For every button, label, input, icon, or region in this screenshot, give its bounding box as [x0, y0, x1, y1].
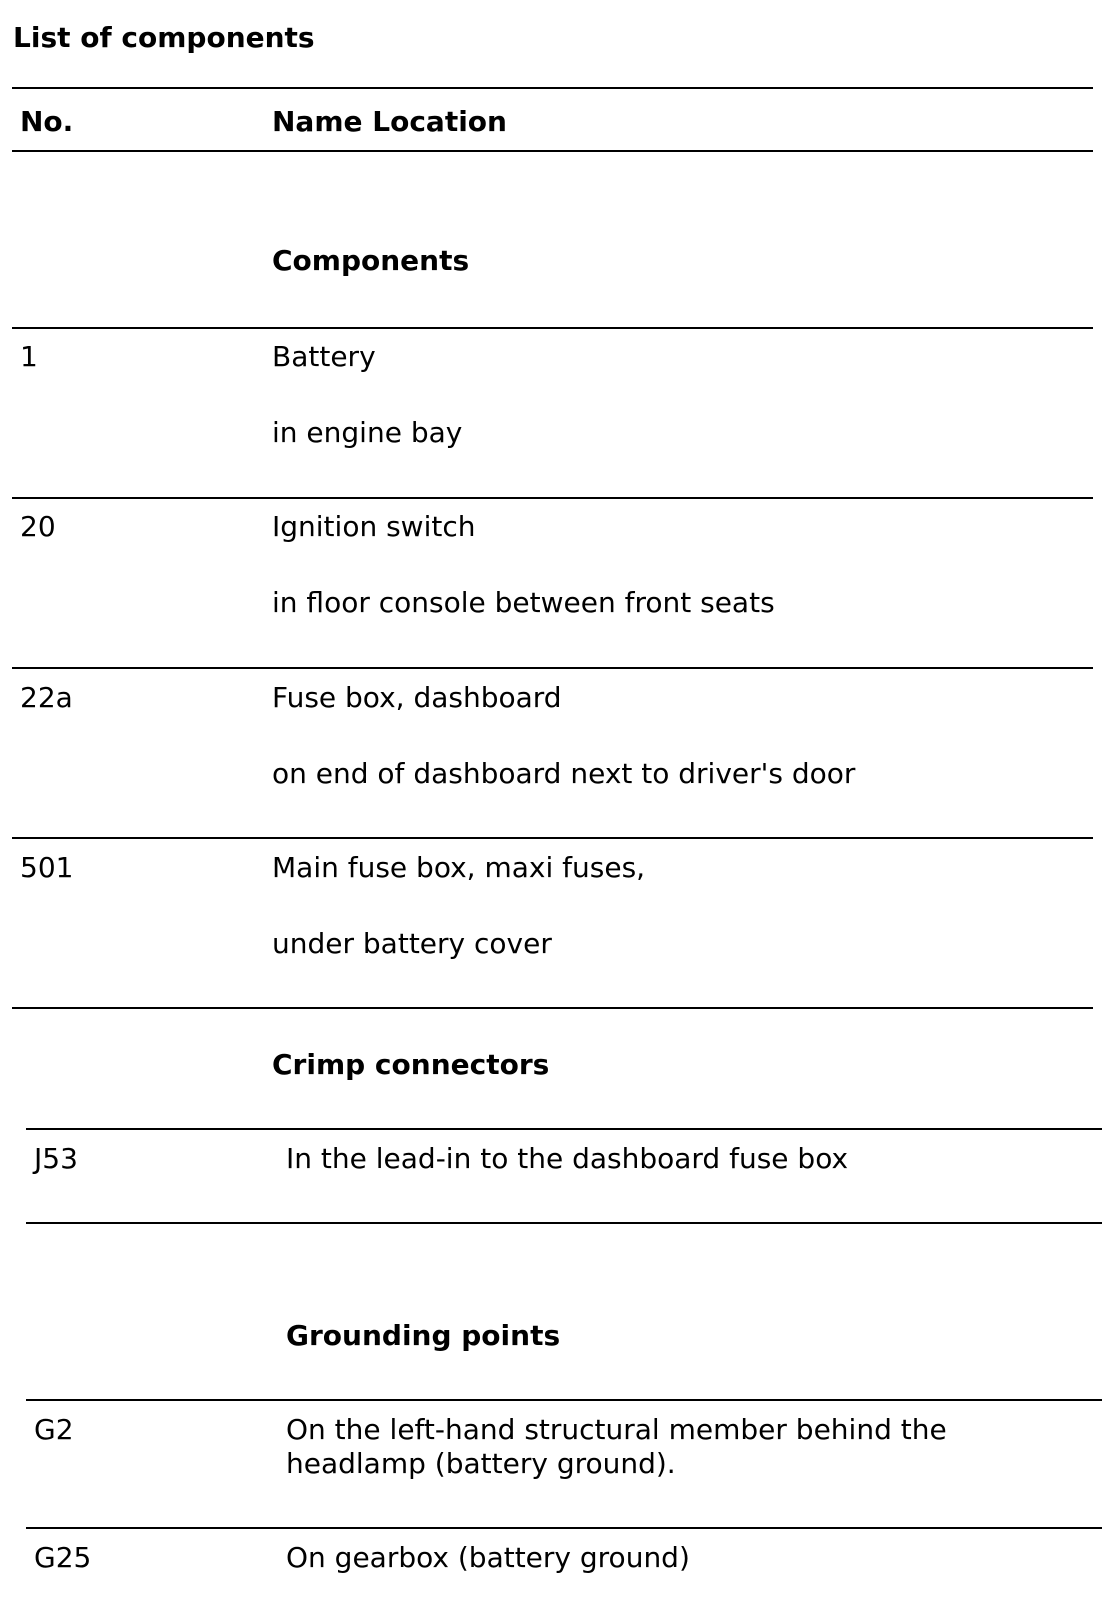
- table-row-name: Ignition switch: [272, 510, 476, 543]
- header-no: No.: [20, 105, 74, 138]
- table-row-no: 22a: [20, 681, 73, 714]
- divider: [12, 327, 1093, 329]
- divider: [26, 1128, 1102, 1130]
- header-name-location: Name Location: [272, 105, 507, 138]
- table-row-no: 1: [20, 340, 38, 373]
- table-row-name: Fuse box, dashboard: [272, 681, 562, 714]
- table-row-no: J53: [34, 1142, 78, 1175]
- divider: [12, 87, 1093, 89]
- divider: [12, 667, 1093, 669]
- section-heading-components: Components: [272, 244, 470, 277]
- table-row-desc: headlamp (battery ground).: [286, 1447, 676, 1480]
- table-row-no: 20: [20, 510, 56, 543]
- section-heading-grounding-points: Grounding points: [286, 1319, 561, 1352]
- section-heading-crimp-connectors: Crimp connectors: [272, 1048, 550, 1081]
- divider: [26, 1222, 1102, 1224]
- divider: [12, 150, 1093, 152]
- table-row-desc: On gearbox (battery ground): [286, 1541, 690, 1574]
- table-row-no: G25: [34, 1541, 92, 1574]
- table-row-desc: In the lead-in to the dashboard fuse box: [286, 1142, 849, 1175]
- table-row-location: under battery cover: [272, 927, 552, 960]
- table-row-no: 501: [20, 851, 74, 884]
- table-row-desc: On the left-hand structural member behind the: [286, 1413, 947, 1446]
- table-row-location: in floor console between front seats: [272, 586, 775, 619]
- divider: [12, 837, 1093, 839]
- divider: [26, 1399, 1102, 1401]
- divider: [12, 497, 1093, 499]
- table-row-no: G2: [34, 1413, 74, 1446]
- table-row-name: Battery: [272, 340, 376, 373]
- table-row-name: Main fuse box, maxi fuses,: [272, 851, 646, 884]
- divider: [12, 1007, 1093, 1009]
- table-row-location: on end of dashboard next to driver's door: [272, 757, 856, 790]
- document-title: List of components: [13, 21, 315, 54]
- table-row-location: in engine bay: [272, 416, 463, 449]
- divider: [26, 1527, 1102, 1529]
